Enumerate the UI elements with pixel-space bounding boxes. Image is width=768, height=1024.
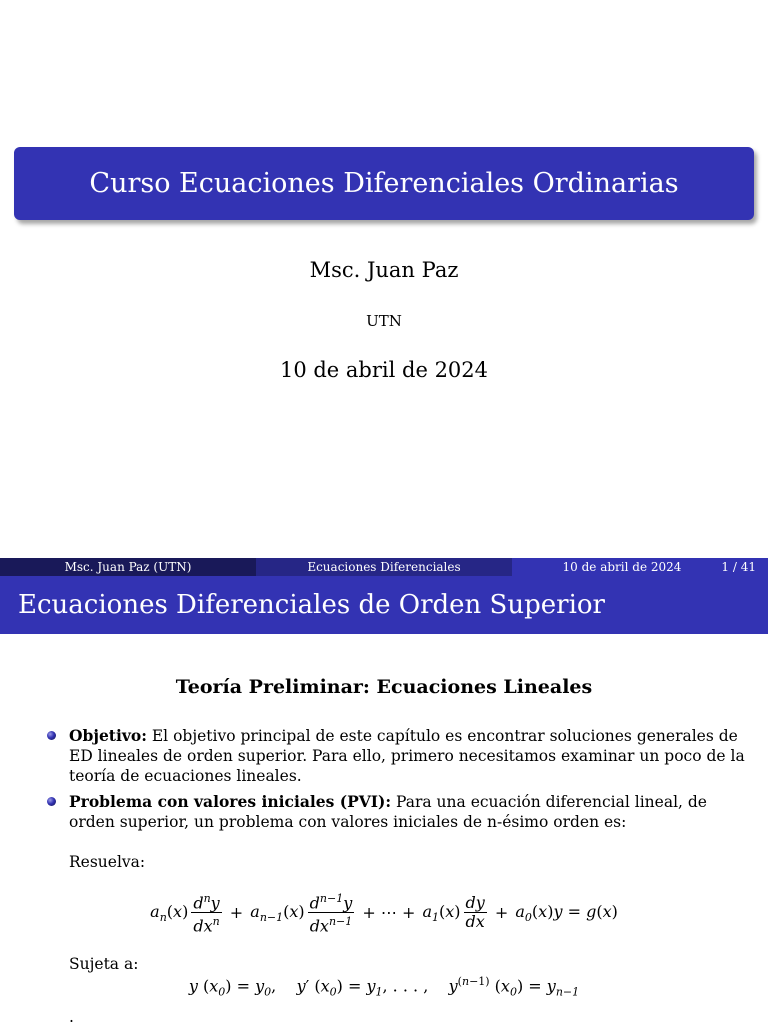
resuelva-label: Resuelva: <box>69 853 146 871</box>
initial-conditions: y $(x_0) = y_0$, y′ $(x_0) = y_1$, . . . , $y^{(n-1)}$ $(x_0) = y_{n-1}$ <box>188 975 580 999</box>
sujeta-label: Sujeta a: <box>69 955 139 973</box>
block-title: Teoría Preliminar: Ecuaciones Lineales <box>175 676 593 698</box>
footer-date-page <box>512 558 768 576</box>
bullet-icon <box>47 731 56 740</box>
trailing-dot: . <box>69 1008 74 1024</box>
footer-page-number: 1 / 41 <box>721 560 756 574</box>
presentation-title: Curso Ecuaciones Diferenciales Ordinarias <box>89 168 679 199</box>
footer-author <box>0 558 256 576</box>
footer-date: 10 de abril de 2024 <box>562 560 682 574</box>
item-text: Para una ecuación diferencial lineal, de orden superior, un problema con valores iniciales de n-ésimo orden es: <box>69 793 707 831</box>
institution: UTN <box>366 312 402 330</box>
list-item <box>45 726 745 786</box>
footer-bar <box>0 558 768 576</box>
frame-title: Ecuaciones Diferenciales de Orden Superior <box>0 576 768 634</box>
presentation-date: 10 de abril de 2024 <box>279 358 489 382</box>
author-name: Msc. Juan Paz <box>309 258 459 282</box>
item-label: Problema con valores iniciales (PVI): <box>69 792 392 811</box>
content-slide <box>0 576 768 1024</box>
bullet-list <box>45 726 745 838</box>
title-box <box>14 147 754 220</box>
footer-title <box>256 558 512 576</box>
footer-author-text: Msc. Juan Paz (UTN) <box>64 560 192 574</box>
differential-equation: $a_n(x)$ $\frac{d^ny}{dx^n}$ + $a_{n-1}(x)$ $\frac{d^{n-1}y}{dx^{n-1}}$ + ⋯ + $a_1(x)$ $\frac{dy}{dx}$ + $a_0(x)y = g(x)$ <box>150 892 618 936</box>
item-text: El objetivo principal de este capítulo es encontrar soluciones generales de ED lineales de orden superior. Para ello, primero necesitamos examinar un poco de la teoría de ecuaciones lineales. <box>69 727 745 785</box>
item-label: Objetivo: <box>69 726 147 745</box>
footer-title-text: Ecuaciones Diferenciales <box>307 560 461 574</box>
list-item <box>45 792 745 832</box>
bullet-icon <box>47 797 56 806</box>
